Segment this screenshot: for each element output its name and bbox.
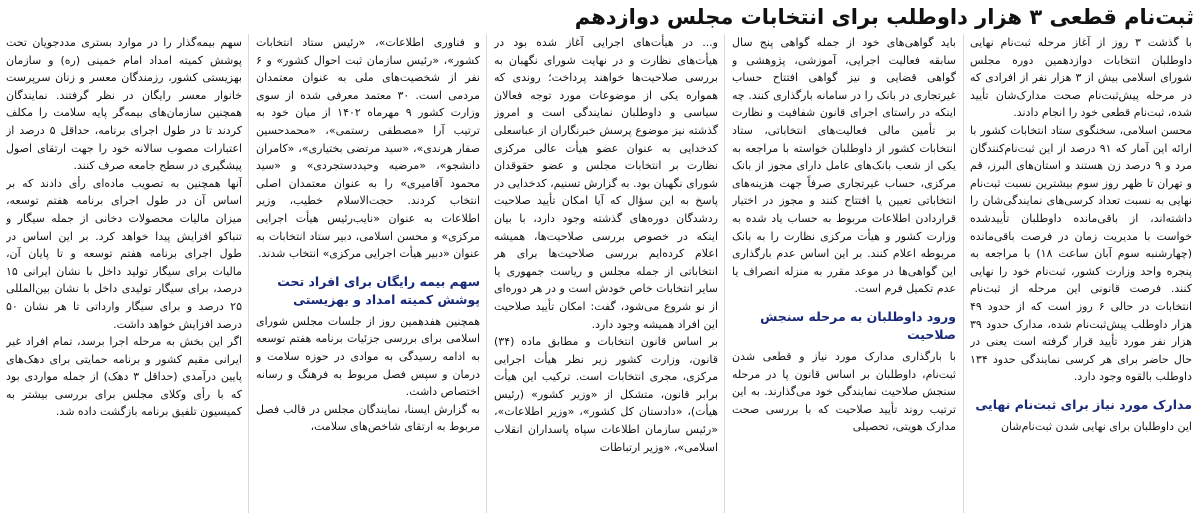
article-column-5 [6,34,242,513]
article-column-2 [732,34,956,513]
body-paragraph: باید گواهی‌های خود از جمله گواهی پنج سال سابقه فعالیت اجرایی، آموزشی، پژوهشی و گواهی قضایی و نیز گواهی افتتاح حساب غیرتجاری در بانک را در سامانه بارگذاری کنند. چه اینکه در راستای اجرای قانون شفافیت و نظارت بر تأمین مالی فعالیت‌های انتخاباتی، ستاد انتخابات کشور از داوطلبان خواسته با مراجعه به یکی از شعب بانک‌های عامل دارای مجوز از بانک مرکزی، حساب غیرتجاری صرفاً جهت هزینه‌های انتخاباتی تعیین یا افتتاح کنند و مجوز در اختیار قراردادن اطلاعات مربوط به حساب یاد شده به وزارت کشور و هیأت مرکزی نظارت را به بانک مربوطه اعلام کنند. بر این اساس عدم بارگذاری این گواهی‌ها در موعد مقرر به منزله انصراف یا عدم تکمیل فرم است. [732,36,956,296]
article-column-3 [494,34,718,513]
body-paragraph: این داوطلبان برای نهایی شدن ثبت‌نام‌شان [1000,419,1192,433]
body-paragraph: محسن اسلامی، سخنگوی ستاد انتخابات کشور با ارائه این آمار که ۹۱ درصد از این ثبت‌نام‌کنندگان مرد و ۹ درصد زن هستند و استان‌های البرز، قم و تهران تا ظهر روز سوم بیشترین نسبت ثبت‌نام نهایی به نسبت تعداد کرسی‌های نمایندگی‌شان را داشته‌اند، از باقی‌مانده داوطلبان تأییدشده خواست با مدیریت زمان در فرصت باقی‌مانده (چهارشنبه سوم آبان ساعت ۱۸) با مراجعه به پنجره واحد وزارت کشور، ثبت‌نام خود را نهایی کنند. فرصت قانونی این مرحله از ثبت‌نام انتخابات در حالی ۶ روز است که از حدود ۴۹ هزار داوطلب پیش‌ثبت‌نام شده، مدارک حدود ۳۹ هزار نفر مورد تأیید قرار گرفته است یعنی در حال حاضر برای هر کرسی نمایندگی حدود ۱۳۴ داوطلب بالقوه وجود دارد. [970,123,1192,384]
body-paragraph: و... در هیأت‌های اجرایی آغاز شده بود در هیأت‌های نظارت و در نهایت شورای نگهبان به بررسی صلاحیت‌ها خواهند پرداخت؛ روندی که همواره یکی از موضوعات مورد توجه فعالان سیاسی و داوطلبان نمایندگی است و امروز گذشته نیز موضوع پرسش خبرنگاران از عباسعلی کدخدایی به عنوان عضو هیأت عالی مرکزی نظارت بر انتخابات مجلس و عضو حقوقدان شورای نگهبان بود. به گزارش تسنیم، کدخدایی در پاسخ به این سؤال که آیا امکان تأیید صلاحیت ردشدگان دوره‌های گذشته وجود دارد، با بیان اینکه در خصوص بررسی صلاحیت‌ها، همیشه اعلام کرده‌ایم بررسی صلاحیت‌ها برای هر انتخاباتی از جمله مجلس و ریاست جمهوری یا سایر انتخابات خاص خودش است و در هر دوره‌ای از نو شروع می‌شود، گفت: امکان تأیید صلاحیت این افراد همیشه وجود دارد. [494,36,718,331]
article-body [0,34,1200,513]
body-paragraph: و فناوری اطلاعات»، «رئیس ستاد انتخابات کشور»، «رئیس سازمان ثبت احوال کشور» و ۶ نفر از شخصیت‌های ملی به عنوان معتمدان مردمی است. ۳۰ معتمد معرفی شده از سوی وزارت کشور ۹ مهرماه ۱۴۰۲ از میان خود به ترتیب آرا «مصطفی رستمی»، «محمدحسین صفار هرندی»، «سید مرتضی بختیاری»، «کامران دانشجو»، «مرضیه وحیددستجردی» و «سید محمود آقامیری» را به عنوان معتمدان اصلی انتخاب کردند. حجت‌الاسلام خطیب، وزیر اطلاعات به عنوان «نایب‌رئیس هیأت اجرایی مرکزی» و محسن اسلامی، دبیر ستاد انتخابات به عنوان «دبیر هیأت اجرایی مرکزی» انتخاب شدند. [256,36,480,261]
body-paragraph: همچنین هفدهمین روز از جلسات مجلس شورای اسلامی برای بررسی جزئیات برنامه هفتم توسعه به ادامه رسیدگی به موادی در حوزه سلامت و درمان و سپس فصل مربوط به فرهنگ و رسانه اختصاص داشت. [256,314,480,399]
body-paragraph: به گزارش ایسنا، نمایندگان مجلس در قالب فصل مربوط به ارتقای شاخص‌های سلامت، [256,402,480,434]
body-paragraph: با بارگذاری مدارک مورد نیاز و قطعی شدن ثبت‌نام، داوطلبان بر اساس قانون پا در مرحله سنجش صلاحیت نمایندگی خود می‌گذارند. به این ترتیب روند تأیید صلاحیت که با بررسی صحت مدارک هویتی، تحصیلی [732,349,956,434]
body-paragraph: با گذشت ۳ روز از آغاز مرحله ثبت‌نام نهایی داوطلبان انتخابات دوازدهمین دوره مجلس شورای اسلامی بیش از ۳ هزار نفر از افرادی که در مرحله پیش‌ثبت‌نام صحت مدارک‌شان تأیید شده، ثبت‌نام قطعی خود را انجام دادند. [970,36,1192,120]
body-paragraph: اگر این بخش به مرحله اجرا برسد، تمام افراد غیر ایرانی مقیم کشور و برنامه حمایتی برای دهک‌های پایین درآمدی (حداقل ۳ دهک) از جمله مواردی بود که با رأی وکلای مجلس برای بررسی بیشتر به کمیسیون تلفیق برنامه بازگشت داده شد. [6,335,242,419]
body-paragraph: آنها همچنین به تصویب ماده‌ای رأی دادند که بر اساس آن در طول اجرای برنامه هفتم توسعه، میزان مالیات محصولات دخانی از جمله سیگار و تنباکو افزایش پیدا خواهد کرد. بر این اساس در طول اجرای برنامه هفتم توسعه و تا پایان آن، مالیات برای سیگار تولید داخل با نشان ایرانی ۱۵ درصد، برای سیگار تولیدی داخل با نشان بین‌المللی ۲۵ درصد و برای سیگار وارداتی تا هر نشان ۵۰ درصد افزایش خواهد داشت. [6,176,242,331]
section-subhead: سهم بیمه رایگان برای افراد تحت پوشش کمیته امداد و بهزیستی [277,273,480,307]
article-column-4 [256,34,480,513]
article-column-1 [970,34,1192,513]
article-headline: ثبت‌نام قطعی ۳ هزار داوطلب برای انتخابات مجلس دوازدهم [574,5,1194,29]
section-subhead: مدارک مورد نیاز برای ثبت‌نام نهایی [975,396,1192,412]
body-paragraph: بر اساس قانون انتخابات و مطابق ماده (۳۴) قانون، وزارت کشور زیر نظر هیأت اجرایی مرکزی، مجری انتخابات است. ترکیب این هیأت برابر قانون، متشکل از «وزیر کشور» (رئیس هیأت)، «دادستان کل کشور»، «وزیر اطلاعات»، «رئیس سازمان اطلاعات سپاه پاسداران انقلاب اسلامی»، «وزیر ارتباطات [494,335,718,454]
body-paragraph: سهم بیمه‌گذار را در موارد بستری مددجویان تحت پوشش کمیته امداد امام خمینی (ره) و سازمان بهزیستی کشور، رزمندگان معسر و زنان سرپرست خانوار معسر رایگان در نظر گرفتند. نمایندگان همچنین سازمان‌های بیمه‌گر پایه سلامت را مکلف کردند تا در طول اجرای برنامه، حداقل ۵ درصد از اعتبارات مصوب سالانه خود را جهت ارتقای اصول پیشگیری در سطح جامعه صرف کنند. [6,36,242,173]
section-subhead: ورود داوطلبان به مرحله سنجش صلاحیت [760,308,956,342]
